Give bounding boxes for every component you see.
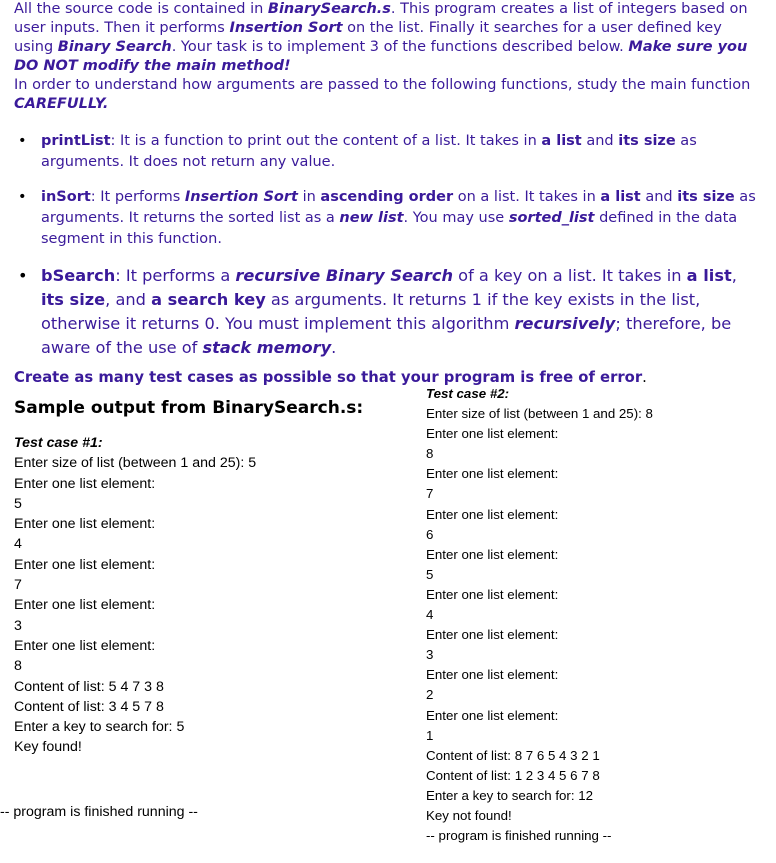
bold-term: its size <box>618 133 676 149</box>
console-line: 5 <box>14 495 22 512</box>
function-item-printlist <box>14 131 762 173</box>
bold-term: ascending order <box>320 189 454 205</box>
console-line: Content of list: 5 4 7 3 8 <box>14 678 164 695</box>
console-line: Enter a key to search for: 12 <box>426 787 594 803</box>
test-note-text: Create as many test cases as possible so that your program is free of error <box>14 369 643 386</box>
function-name: printList <box>41 133 111 149</box>
console-line: Key not found! <box>426 807 512 823</box>
console-line: Enter size of list (between 1 and 25): 5 <box>14 455 257 472</box>
function-name: inSort <box>41 189 91 205</box>
sample-output-heading: Sample output from BinarySearch.s: <box>14 398 364 418</box>
bold-italic-term: recursive Binary Search <box>235 266 454 285</box>
console-line: 4 <box>14 536 22 553</box>
console-line: 1 <box>426 727 434 743</box>
function-desc: as arguments. It returns the sorted list as a <box>41 189 756 226</box>
console-line: Enter one list element: <box>426 506 559 522</box>
function-desc: as arguments. It does not return any value. <box>41 133 697 170</box>
test-case-2-lines <box>426 404 653 846</box>
console-line: Enter one list element: <box>426 667 559 683</box>
console-line: Content of list: 3 4 5 7 8 <box>14 698 164 715</box>
bold-term: a list <box>686 266 732 285</box>
console-line: Enter one list element: <box>426 466 559 482</box>
function-desc: : It is a function to print out the content of a list. It takes in <box>110 133 542 149</box>
console-line: Enter one list element: <box>426 586 559 602</box>
intro-paragraph-1 <box>14 0 764 76</box>
function-desc: : It performs <box>90 189 185 205</box>
test-case-2-output <box>426 384 653 846</box>
console-line: 8 <box>426 446 434 462</box>
bold-italic-term: new list <box>339 210 404 226</box>
bold-italic-term: stack memory <box>202 338 332 357</box>
intro-text: . Your task is to implement 3 of the functions described below. <box>171 39 629 55</box>
test-case-2-title: Test case #2: <box>426 386 510 401</box>
test-case-1-lines <box>14 453 256 757</box>
console-line: -- program is finished running -- <box>426 828 612 844</box>
function-desc: and <box>640 189 678 205</box>
bold-term: its size <box>677 189 735 205</box>
console-line: Enter one list element: <box>426 627 559 643</box>
test-case-1-finished: -- program is finished running -- <box>0 804 198 820</box>
console-line: 7 <box>426 486 434 502</box>
intro-text: . This program creates a list of integers based on user inputs. Then it performs <box>14 1 748 36</box>
console-line: Enter a key to search for: 5 <box>14 719 185 736</box>
carefully-emphasis: CAREFULLY. <box>14 96 109 112</box>
console-line: Enter one list element: <box>426 426 559 442</box>
console-line: Enter one list element: <box>14 637 156 654</box>
function-desc: . You may use <box>403 210 509 226</box>
test-note-period: . <box>642 369 647 386</box>
bold-term: a search key <box>151 290 266 309</box>
function-name: bSearch <box>41 266 116 285</box>
intro-text: on the list. Finally it searches for a user defined key using <box>14 20 722 55</box>
main-method-warning: Make sure you DO NOT modify the main method! <box>14 39 748 74</box>
intro-text: In order to understand how arguments are passed to the following functions, study the main function <box>14 77 751 93</box>
test-case-1-output <box>14 433 256 758</box>
console-line: Enter one list element: <box>14 597 156 614</box>
function-item-insort <box>14 187 762 250</box>
console-line: Content of list: 8 7 6 5 4 3 2 1 <box>426 747 600 763</box>
console-line: Enter one list element: <box>14 556 156 573</box>
console-line: Enter one list element: <box>426 707 559 723</box>
console-line: 7 <box>14 577 22 594</box>
console-line: Content of list: 1 2 3 4 5 6 7 8 <box>426 767 600 783</box>
console-line: 3 <box>426 647 434 663</box>
function-item-bsearch <box>14 264 762 360</box>
console-line: 6 <box>426 526 434 542</box>
function-desc: in <box>297 189 321 205</box>
function-desc: as arguments. It returns 1 if the key exists in the list, otherwise it returns 0. You must implement this algorithm <box>41 290 701 333</box>
intro-paragraph-2 <box>14 76 764 114</box>
function-desc: of a key on a list. It takes in <box>453 266 687 285</box>
console-line: Key found! <box>14 739 82 756</box>
bold-term: a list <box>600 189 641 205</box>
console-line: 3 <box>14 617 22 634</box>
console-line: Enter size of list (between 1 and 25): 8 <box>426 406 653 422</box>
bold-term: a list <box>541 133 582 149</box>
intro-text: All the source code is contained in <box>14 1 268 17</box>
bold-italic-term: Insertion Sort <box>184 189 298 205</box>
function-desc: : It performs a <box>115 266 236 285</box>
bold-italic-term: sorted_list <box>508 210 595 226</box>
assignment-intro <box>14 0 764 114</box>
function-list <box>14 131 762 360</box>
function-desc: . <box>331 338 337 357</box>
function-desc: on a list. It takes in <box>453 189 601 205</box>
console-line: Enter one list element: <box>14 516 156 533</box>
bold-term: its size <box>41 290 106 309</box>
function-desc: , and <box>105 290 152 309</box>
binary-search-emphasis: Binary Search <box>57 39 172 55</box>
bold-italic-term: recursively <box>514 314 616 333</box>
test-case-1-title: Test case #1: <box>14 435 103 451</box>
filename-emphasis: BinarySearch.s <box>267 1 391 17</box>
insertion-sort-emphasis: Insertion Sort <box>229 20 343 36</box>
console-line: 2 <box>426 687 434 703</box>
console-line: 8 <box>14 658 22 675</box>
console-line: 4 <box>426 607 434 623</box>
function-desc: ; therefore, be aware of the use of <box>41 314 732 357</box>
function-desc: and <box>581 133 619 149</box>
console-line: Enter one list element: <box>14 475 156 492</box>
console-line: 5 <box>426 566 434 582</box>
console-line: Enter one list element: <box>426 546 559 562</box>
function-desc: , <box>731 266 737 285</box>
function-desc: defined in the data segment in this function. <box>41 210 738 247</box>
